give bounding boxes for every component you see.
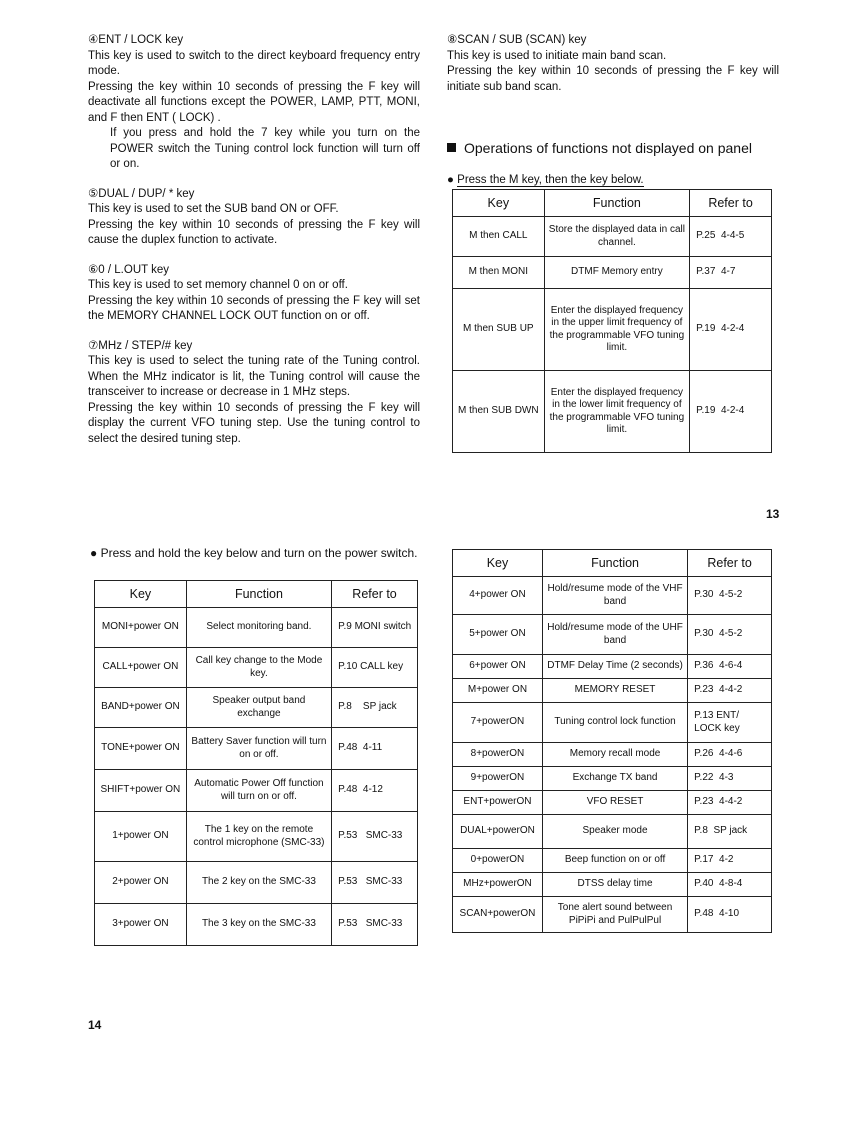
table-cell: Automatic Power Off function will turn on or off. <box>186 770 331 812</box>
table-cell: Memory recall mode <box>542 743 687 767</box>
table-cell: P.23 4-4-2 <box>688 791 772 815</box>
page-number-14: 14 <box>88 1018 102 1032</box>
table-row <box>453 767 772 791</box>
table-row <box>453 815 772 849</box>
right-table-header-function: Function <box>542 550 687 577</box>
table-cell: Hold/resume mode of the UHF band <box>542 615 687 655</box>
table-cell: Tuning control lock function <box>542 703 687 743</box>
table-cell: CALL+power ON <box>95 648 187 688</box>
table-cell: The 1 key on the remote control microphone (SMC-33) <box>186 812 331 862</box>
table-cell: 4+power ON <box>453 577 543 615</box>
table-cell: MEMORY RESET <box>542 679 687 703</box>
table-cell: Exchange TX band <box>542 767 687 791</box>
table-cell: DTMF Delay Time (2 seconds) <box>542 655 687 679</box>
table-cell: P.53 SMC-33 <box>332 812 418 862</box>
table-cell: 5+power ON <box>453 615 543 655</box>
table-cell: 7+powerON <box>453 703 543 743</box>
table-cell: Speaker output band exchange <box>186 688 331 728</box>
table-cell: M then SUB DWN <box>453 371 545 453</box>
left-table-header-key: Key <box>95 581 187 608</box>
power-on-right-table <box>452 549 772 933</box>
table-cell: M then CALL <box>453 217 545 257</box>
bullet-icon: ● <box>90 546 98 560</box>
table-cell: Tone alert sound between PiPiPi and PulPulPul <box>542 897 687 933</box>
table-cell: P.37 4-7 <box>690 257 772 289</box>
table-row <box>95 728 418 770</box>
table-cell: DTMF Memory entry <box>544 257 690 289</box>
ops-bullet: ● Press the M key, then the key below. <box>447 174 644 186</box>
table-row <box>95 812 418 862</box>
table-cell: P.48 4-11 <box>332 728 418 770</box>
table-cell: Enter the displayed frequency in the lower limit frequency of the programmable VFO tuning limit. <box>544 371 690 453</box>
table-cell: P.30 4-5-2 <box>688 615 772 655</box>
table-row <box>95 904 418 946</box>
m-table-header-key: Key <box>453 190 545 217</box>
table-cell: P.17 4-2 <box>688 849 772 873</box>
table-cell: P.25 4-4-5 <box>690 217 772 257</box>
table-row <box>95 688 418 728</box>
table-cell: BAND+power ON <box>95 688 187 728</box>
table-row <box>453 257 772 289</box>
table-cell: P.26 4-4-6 <box>688 743 772 767</box>
table-cell: 1+power ON <box>95 812 187 862</box>
m-table-header-ref: Refer to <box>690 190 772 217</box>
table-cell: 0+powerON <box>453 849 543 873</box>
mhz-step-heading: ⑦MHz / STEP/# key <box>88 339 193 352</box>
table-row <box>453 217 772 257</box>
table-cell: Hold/resume mode of the VHF band <box>542 577 687 615</box>
table-cell: P.40 4-8-4 <box>688 873 772 897</box>
table-row <box>453 849 772 873</box>
zero-lout-heading: ⑥0 / L.OUT key <box>88 263 170 276</box>
table-cell: SCAN+powerON <box>453 897 543 933</box>
table-cell: DUAL+powerON <box>453 815 543 849</box>
zero-lout-p1: This key is used to set memory channel 0 on or off. <box>88 279 348 291</box>
table-cell: ENT+powerON <box>453 791 543 815</box>
mhz-step-p1: This key is used to select the tuning rate of the Tuning control. When the MHz indicator is lit, the Tuning control will cause the transceiver to increase or decrease in 1 MHz steps. <box>88 355 420 398</box>
table-cell: The 2 key on the SMC-33 <box>186 862 331 904</box>
table-cell: Store the displayed data in call channel. <box>544 217 690 257</box>
table-cell: P.19 4-2-4 <box>690 289 772 371</box>
table-cell: M then MONI <box>453 257 545 289</box>
m-table-header-function: Function <box>544 190 690 217</box>
table-row <box>453 743 772 767</box>
table-cell: 6+power ON <box>453 655 543 679</box>
ent-lock-p1: This key is used to switch to the direct keyboard frequency entry mode. <box>88 49 420 77</box>
left-table-header-ref: Refer to <box>332 581 418 608</box>
table-cell: P.53 SMC-33 <box>332 904 418 946</box>
table-cell: P.30 4-5-2 <box>688 577 772 615</box>
table-cell: M then SUB UP <box>453 289 545 371</box>
table-cell: VFO RESET <box>542 791 687 815</box>
table-cell: P.13 ENT/ LOCK key <box>688 703 772 743</box>
table-cell: P.8 SP jack <box>688 815 772 849</box>
table-cell: DTSS delay time <box>542 873 687 897</box>
table-row <box>453 655 772 679</box>
table-cell: P.23 4-4-2 <box>688 679 772 703</box>
table-cell: The 3 key on the SMC-33 <box>186 904 331 946</box>
table-cell: Select monitoring band. <box>186 608 331 648</box>
dual-dup-p2: Pressing the key within 10 seconds of pressing the F key will cause the duplex function to activate. <box>88 218 420 246</box>
scan-sub-p2: Pressing the key within 10 seconds of pressing the F key will initiate sub band scan. <box>447 65 779 93</box>
right-table-header-ref: Refer to <box>688 550 772 577</box>
square-bullet-icon <box>447 143 456 152</box>
table-row <box>453 615 772 655</box>
mhz-step-p2: Pressing the key within 10 seconds of pressing the F key will display the current VFO tuning step. Use the tuning control to select the desired tuning step. <box>88 401 420 445</box>
table-cell: P.19 4-2-4 <box>690 371 772 453</box>
table-cell: 3+power ON <box>95 904 187 946</box>
table-cell: P.10 CALL key <box>332 648 418 688</box>
left-table-header-function: Function <box>186 581 331 608</box>
dual-dup-p1: This key is used to set the SUB band ON or OFF. <box>88 203 339 215</box>
scan-sub-p1: This key is used to initiate main band scan. <box>447 49 667 62</box>
page-number-13: 13 <box>766 507 780 521</box>
table-row <box>453 371 772 453</box>
table-row <box>453 873 772 897</box>
table-cell: Enter the displayed frequency in the upper limit frequency of the programmable VFO tuning limit. <box>544 289 690 371</box>
page13-left-column <box>88 33 420 447</box>
table-cell: 2+power ON <box>95 862 187 904</box>
table-cell: 8+powerON <box>453 743 543 767</box>
table-cell: MONI+power ON <box>95 608 187 648</box>
ent-lock-heading: ④ENT / LOCK key <box>88 34 184 46</box>
table-row <box>453 577 772 615</box>
table-row <box>95 648 418 688</box>
bullet-icon: ● <box>447 174 454 186</box>
table-cell: Battery Saver function will turn on or off. <box>186 728 331 770</box>
zero-lout-p2: Pressing the key within 10 seconds of pressing the F key will set the MEMORY CHANNEL LOCK OUT function on or off. <box>88 294 420 322</box>
ops-heading: Operations of functions not displayed on panel <box>447 140 779 156</box>
table-row <box>453 679 772 703</box>
table-row <box>95 862 418 904</box>
table-cell: Beep function on or off <box>542 849 687 873</box>
table-cell: Speaker mode <box>542 815 687 849</box>
table-row <box>95 608 418 648</box>
table-cell: P.8 SP jack <box>332 688 418 728</box>
m-key-table <box>452 189 772 453</box>
scan-sub-heading: ⑧SCAN / SUB (SCAN) key <box>447 34 587 46</box>
table-cell: SHIFT+power ON <box>95 770 187 812</box>
right-table-header-key: Key <box>453 550 543 577</box>
table-cell: M+power ON <box>453 679 543 703</box>
table-cell: P.48 4-12 <box>332 770 418 812</box>
table-cell: P.22 4-3 <box>688 767 772 791</box>
dual-dup-heading: ⑤DUAL / DUP/ * key <box>88 187 195 200</box>
table-cell: P.53 SMC-33 <box>332 862 418 904</box>
page13-right-column <box>447 33 779 95</box>
ent-lock-p2: Pressing the key within 10 seconds of pressing the F key will deactivate all functions except the POWER, LAMP, PTT, MONI, and F then ENT ( LOCK) . <box>88 80 420 124</box>
table-cell: TONE+power ON <box>95 728 187 770</box>
power-on-left-table <box>94 580 418 946</box>
table-row <box>453 289 772 371</box>
table-cell: 9+powerON <box>453 767 543 791</box>
table-cell: P.9 MONI switch <box>332 608 418 648</box>
table-cell: P.48 4-10 <box>688 897 772 933</box>
table-row <box>95 770 418 812</box>
power-on-bullet: ● Press and hold the key below and turn on the power switch. <box>90 546 418 560</box>
table-cell: P.36 4-6-4 <box>688 655 772 679</box>
table-row <box>453 897 772 933</box>
table-row <box>453 703 772 743</box>
table-cell: MHz+powerON <box>453 873 543 897</box>
ent-lock-p3: If you press and hold the 7 key while you turn on the POWER switch the Tuning control lock function will turn off or on. <box>110 127 420 170</box>
table-cell: Call key change to the Mode key. <box>186 648 331 688</box>
table-row <box>453 791 772 815</box>
